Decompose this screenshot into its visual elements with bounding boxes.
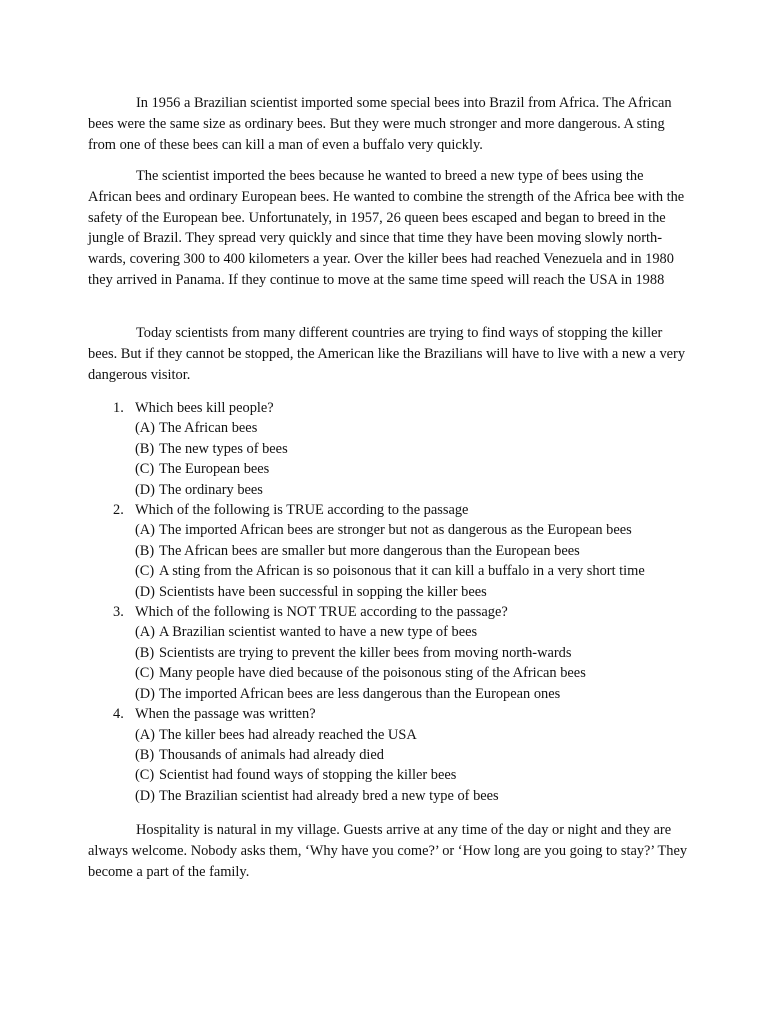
option-text: Scientists have been successful in sopping the killer bees (159, 583, 487, 600)
option-letter: (A) (135, 624, 155, 641)
option-text: The African bees are smaller but more dangerous than the European bees (159, 542, 580, 559)
option-text: The new types of bees (159, 440, 288, 457)
answer-option (88, 745, 708, 765)
option-letter: (A) (135, 420, 155, 437)
answer-option (88, 418, 708, 438)
question-text: Which of the following is NOT TRUE according to the passage? (135, 604, 508, 621)
question-number: 4. (113, 706, 124, 723)
answer-option (88, 480, 708, 500)
answer-option (88, 765, 708, 785)
question-list (88, 398, 708, 806)
question-number: 1. (113, 400, 124, 416)
option-text: The imported African bees are stronger but not as dangerous as the European bees (159, 522, 632, 539)
question-text: When the passage was written? (135, 706, 316, 723)
answer-option (88, 622, 708, 642)
question-stem (88, 602, 708, 622)
option-letter: (D) (135, 685, 155, 702)
option-text: The ordinary bees (159, 481, 263, 498)
option-letter: (D) (135, 787, 155, 804)
option-letter: (A) (135, 726, 155, 743)
answer-option (88, 663, 708, 683)
answer-option (88, 561, 708, 581)
question-number: 2. (113, 502, 124, 519)
passage-paragraph: The scientist imported the bees because he wanted to breed a new type of bees using the African bees and ordinary European bees. He wanted to combine the strength of the Africa bee with the safety of the European bee. Unfortunately, in 1957, 26 queen bees escaped and began to breed in the jungle of Brazil. They spread very quickly and since that time they have been moving slowly north-wards, covering 300 to 400 kilometers a year. Over the killer bees had reached Venezuela and in 1980 they arrived in Panama. If they continue to move at the same time speed will reach the USA in 1988 (88, 168, 685, 288)
question-stem (88, 500, 708, 520)
question-stem (88, 398, 708, 418)
question-number: 3. (113, 604, 124, 621)
option-text: Scientists are trying to prevent the killer bees from moving north-wards (159, 644, 572, 661)
option-letter: (D) (135, 583, 155, 600)
question-text: Which bees kill people? (135, 400, 274, 416)
question-text: Which of the following is TRUE according to the passage (135, 502, 469, 519)
answer-option (88, 439, 708, 459)
option-text: The African bees (159, 420, 258, 437)
option-letter: (B) (135, 542, 155, 559)
option-letter: (C) (135, 461, 155, 478)
question-item (88, 704, 708, 806)
passage-paragraph: Hospitality is natural in my village. Guests arrive at any time of the day or night and they are always welcome. Nobody asks them, ‘Why have you come?’ or ‘How long are you going to stay?’ They become a part of the family. (88, 822, 688, 880)
option-letter: (C) (135, 767, 155, 784)
option-text: The European bees (159, 461, 270, 478)
answer-option (88, 459, 708, 479)
passage-paragraph: Today scientists from many different countries are trying to find ways of stopping the killer bees. But if they cannot be stopped, the American like the Brazilians will have to live with a new a very dangerous visitor. (88, 325, 686, 383)
option-letter: (A) (135, 522, 155, 539)
option-text: The killer bees had already reached the USA (159, 726, 417, 743)
option-text: Thousands of animals had already died (159, 746, 384, 763)
answer-option (88, 684, 708, 704)
option-text: The imported African bees are less dangerous than the European ones (159, 685, 561, 702)
option-letter: (C) (135, 665, 155, 682)
option-letter: (C) (135, 563, 155, 580)
option-text: A Brazilian scientist wanted to have a new type of bees (159, 624, 478, 641)
question-item (88, 398, 708, 500)
question-stem (88, 704, 708, 724)
question-item (88, 500, 708, 602)
answer-option (88, 643, 708, 663)
option-letter: (B) (135, 440, 155, 457)
question-item (88, 602, 708, 704)
option-text: The Brazilian scientist had already bred a new type of bees (159, 787, 499, 804)
answer-option (88, 520, 708, 540)
answer-option (88, 541, 708, 561)
option-letter: (D) (135, 481, 155, 498)
answer-option (88, 786, 708, 806)
passage-paragraph: In 1956 a Brazilian scientist imported some special bees into Brazil from Africa. The African bees were the same size as ordinary bees. But they were much stronger and more dangerous. A sting from one of these bees can kill a man of even a buffalo very quickly. (88, 95, 672, 153)
option-letter: (B) (135, 644, 155, 661)
option-text: A sting from the African is so poisonous that it can kill a buffalo in a very short time (159, 563, 645, 580)
option-letter: (B) (135, 746, 155, 763)
answer-option (88, 725, 708, 745)
option-text: Scientist had found ways of stopping the killer bees (159, 767, 457, 784)
answer-option (88, 582, 708, 602)
option-text: Many people have died because of the poisonous sting of the African bees (159, 665, 586, 682)
